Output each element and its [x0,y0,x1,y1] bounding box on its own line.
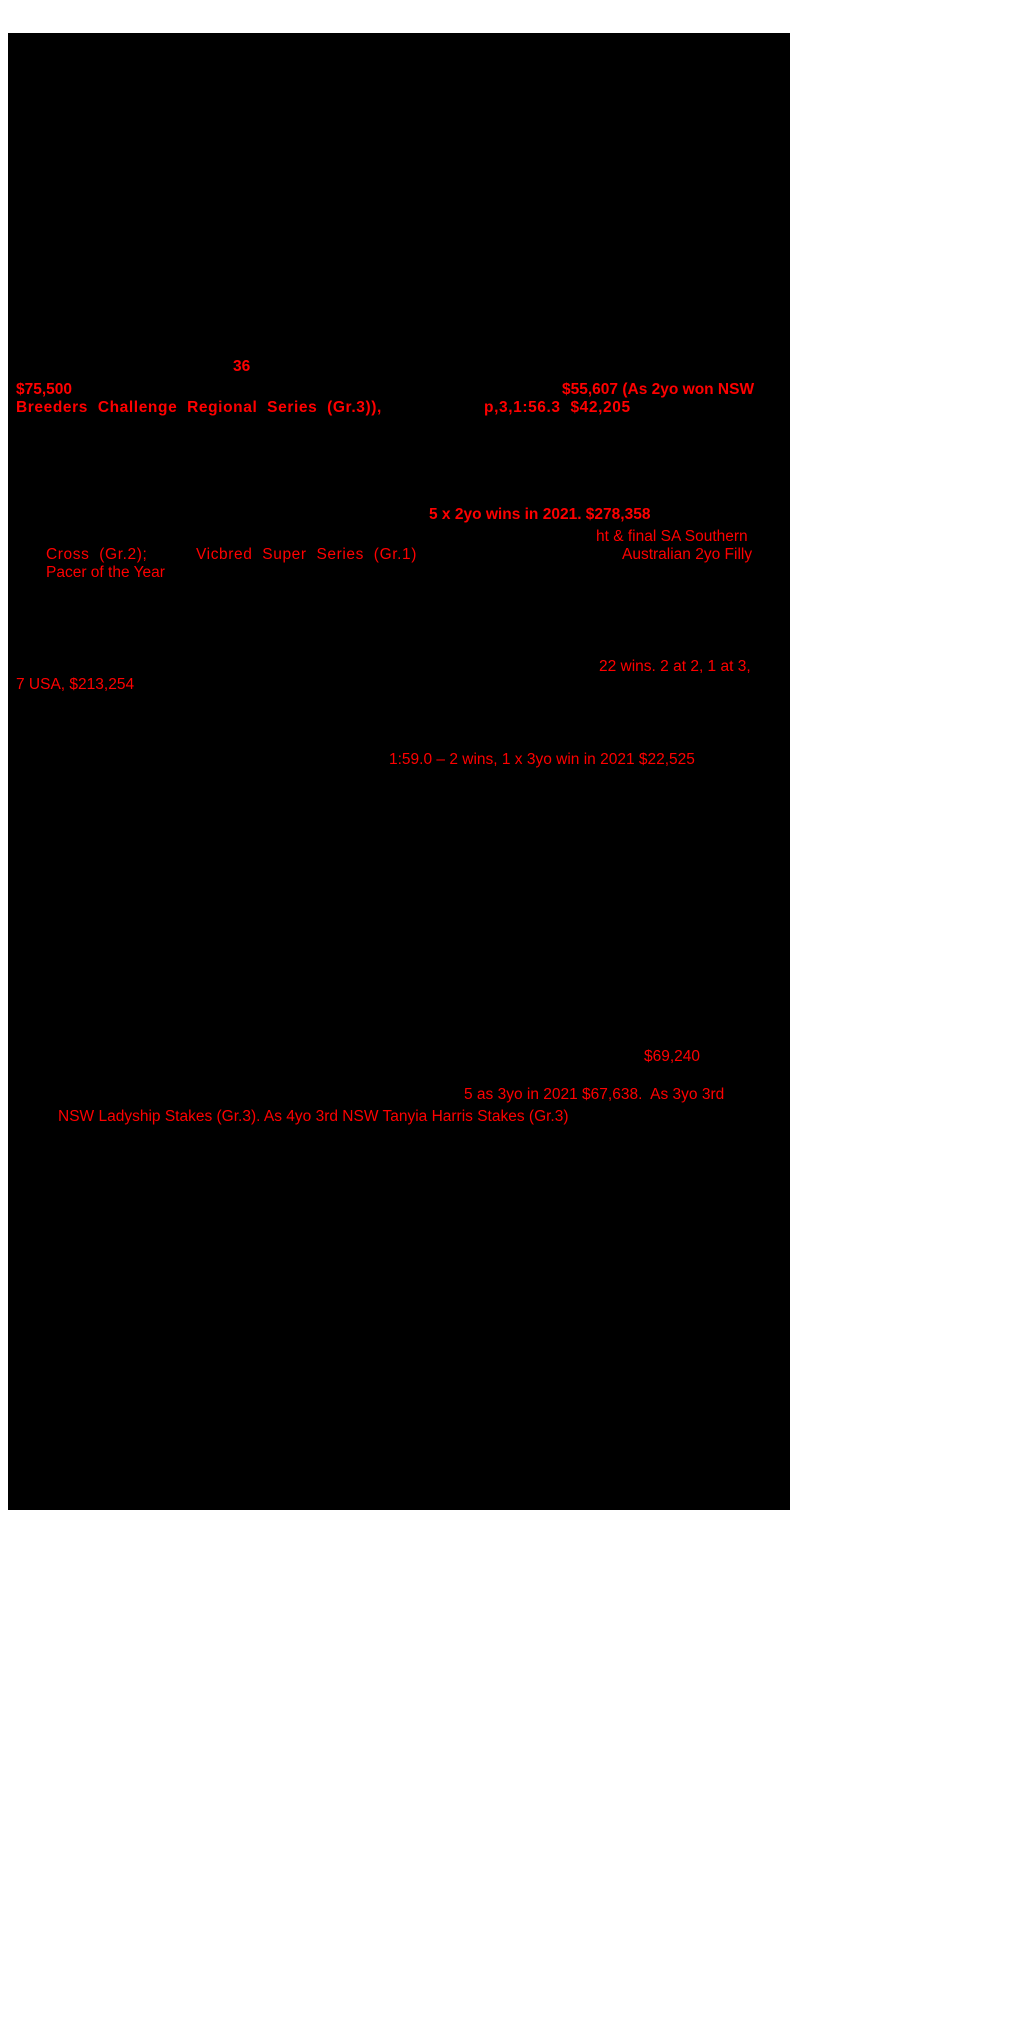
text-line-award-title-part2: Pacer of the Year [46,564,165,581]
text-line-award-title-part1: Australian 2yo Filly [622,546,753,563]
text-line-mark-earnings: p,3,1:56.3 $42,205 [484,399,631,416]
text-line-heat-final: ht & final SA Southern [596,528,748,545]
document-page [8,33,790,1510]
text-line-5-as-3yo: 5 as 3yo in 2021 $67,638. As 3yo 3rd [464,1086,725,1103]
text-line-22-wins: 22 wins. 2 at 2, 1 at 3, [599,658,751,675]
text-line-earnings-69240: $69,240 [644,1048,701,1065]
text-line-breeders-challenge: Breeders Challenge Regional Series (Gr.3)), [16,399,382,416]
text-line-ladyship-stakes: NSW Ladyship Stakes (Gr.3). As 4yo 3rd NSW Tanyia Harris Stakes (Gr.3) [58,1108,569,1125]
text-line-count: 36 [233,358,251,375]
text-line-3yo-win-2021: 1:59.0 – 2 wins, 1 x 3yo win in 2021 $22,525 [389,751,695,768]
text-line-2yo-wins: 5 x 2yo wins in 2021. $278,358 [429,506,651,523]
text-line-usa-earnings: 7 USA, $213,254 [16,676,135,693]
text-line-earnings-left: $75,500 [16,381,73,398]
text-line-vicbred-super-series: Vicbred Super Series (Gr.1) [196,546,418,563]
text-line-cross-gr2: Cross (Gr.2); [46,546,148,563]
text-line-earnings-right: $55,607 (As 2yo won NSW [562,381,755,398]
